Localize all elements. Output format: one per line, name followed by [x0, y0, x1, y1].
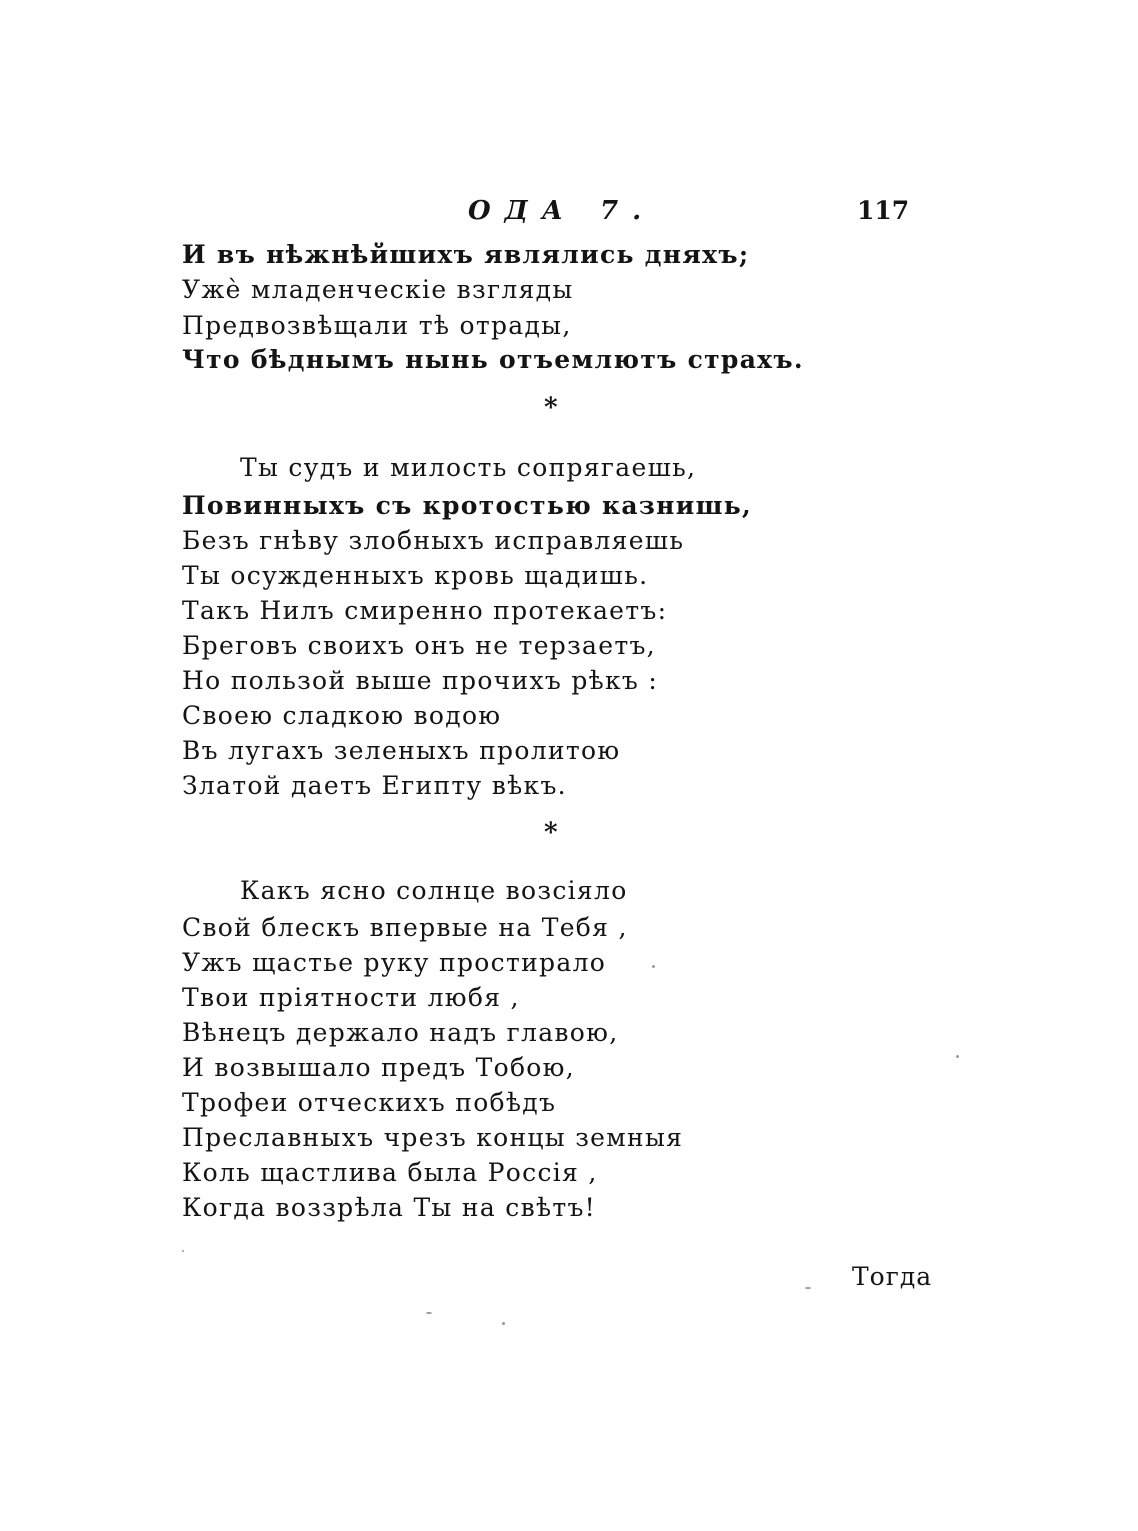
- verse-line: Такъ Нилъ смиренно протекаетъ:: [182, 596, 668, 625]
- verse-line: Но пользой выше прочихъ рѣкъ :: [182, 666, 659, 695]
- verse-line: Златой даетъ Египту вѣкъ.: [182, 771, 567, 800]
- verse-line: И въ нѣжнѣйшихъ являлись дняхъ;: [182, 240, 750, 269]
- verse-line: Твои пріятности любя ,: [182, 983, 520, 1012]
- verse-line: Свой блескъ впервые на Тебя ,: [182, 913, 628, 942]
- verse-line: Ужъ щастье руку простирало: [182, 948, 607, 977]
- scan-speck: [652, 965, 655, 968]
- verse-line: Ты судъ и милость сопрягаешь,: [240, 453, 697, 482]
- verse-line: Повинныхъ съ кротостью казнишь,: [182, 491, 753, 520]
- stanza-divider: *: [544, 393, 558, 423]
- verse-line: Какъ ясно солнце возсіяло: [240, 876, 628, 905]
- scan-speck: [805, 1287, 811, 1289]
- scan-speck: [182, 1250, 184, 1252]
- catchword: Тогда: [852, 1262, 933, 1291]
- verse-line: Ужѐ младенческіе взгляды: [182, 275, 574, 304]
- verse-line: Бреговъ своихъ онъ не терзаетъ,: [182, 631, 656, 660]
- stanza-divider: *: [544, 818, 558, 848]
- verse-line: Въ лугахъ зеленыхъ пролитою: [182, 736, 621, 765]
- scan-speck: [426, 1312, 432, 1314]
- running-title: ОДА 7.: [468, 196, 656, 226]
- verse-line: Вѣнецъ держало надъ главою,: [182, 1018, 619, 1047]
- verse-line: Предвозвѣщали тѣ отрады,: [182, 311, 572, 340]
- verse-line: Когда воззрѣла Ты на свѣтъ!: [182, 1193, 597, 1222]
- scan-speck: [502, 1322, 505, 1325]
- verse-line: И возвышало предъ Тобою,: [182, 1053, 575, 1082]
- verse-line: Преславныхъ чрезъ концы земныя: [182, 1123, 684, 1152]
- verse-line: Что бѣднымъ нынь отъемлютъ страхъ.: [182, 345, 804, 374]
- page-number: 117: [857, 196, 910, 225]
- verse-line: Своею сладкою водою: [182, 701, 502, 730]
- verse-line: Коль щастлива была Россія ,: [182, 1158, 598, 1187]
- verse-line: Безъ гнѣву злобныхъ исправляешь: [182, 526, 685, 555]
- verse-line: Трофеи отческихъ побѣдъ: [182, 1088, 557, 1117]
- verse-line: Ты осужденныхъ кровь щадишь.: [182, 561, 649, 590]
- scan-speck: [956, 1055, 959, 1058]
